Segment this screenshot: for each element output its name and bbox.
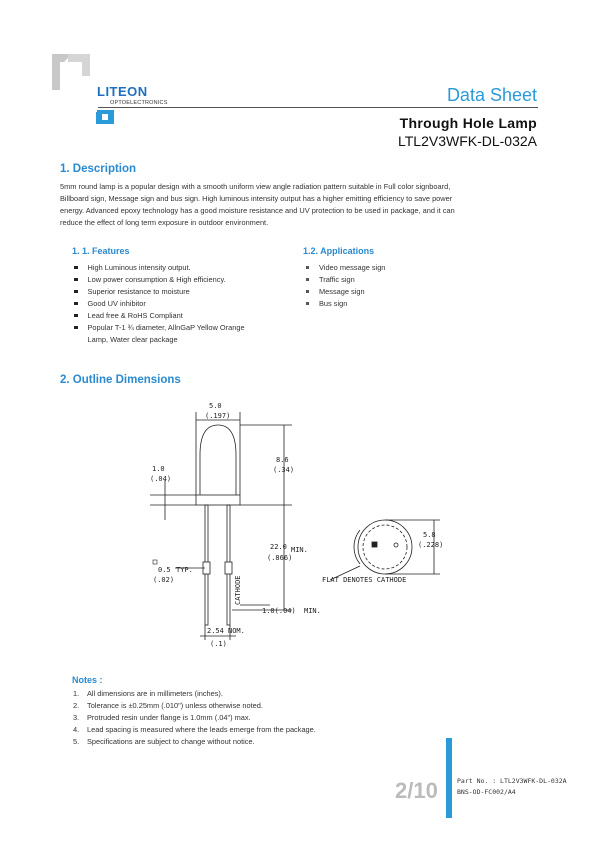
note-item: 2. Tolerance is ±0.25mm (.010") unless otherwise noted. — [73, 701, 263, 710]
description-heading: 1. Description — [60, 163, 137, 175]
dim-lead-in: (.866) — [267, 554, 293, 562]
dim-top-mm: 5.0 — [209, 402, 222, 410]
list-item: Traffic sign — [306, 274, 506, 286]
footer-form-no: BNS-OD-FC002/A4 — [457, 788, 516, 796]
dim-flange: 1.0(.04) — [262, 607, 296, 615]
list-item: Bus sign — [306, 298, 506, 310]
list-item: Lead free & RoHS Compliant — [74, 310, 284, 322]
dim-lead-mm: 22.0 — [270, 543, 287, 551]
dim-left-mm: 1.0 — [152, 465, 165, 473]
list-item: Low power consumption & High efficiency. — [74, 274, 284, 286]
cathode-label: CATHODE — [234, 575, 242, 605]
note-item: 1. All dimensions are in millimeters (inches). — [73, 689, 223, 698]
dim-pitch-nom: NOM. — [228, 627, 245, 635]
top-view-flat — [354, 530, 360, 564]
flat-cathode-note: FLAT DENOTES CATHODE — [322, 576, 407, 584]
list-item: Superior resistance to moisture — [74, 286, 284, 298]
description-line: 5mm round lamp is a popular design with a smooth uniform view angle radiation pattern suitable in Full color signboard, — [60, 182, 451, 191]
dim-sq-in: (.02) — [153, 576, 175, 584]
dim-sq-mm: 0.5 — [158, 566, 171, 574]
footer-accent-bar — [446, 738, 452, 818]
brand-name: LITEON — [97, 84, 148, 99]
dim-height-mm: 8.6 — [276, 456, 289, 464]
dim-pitch-mm: 2.54 — [207, 627, 224, 635]
page-number: 2/10 — [395, 778, 438, 803]
dim-top-in: (.197) — [205, 412, 231, 420]
dim-height-in: (.34) — [273, 466, 295, 474]
notes-heading: Notes : — [72, 675, 103, 685]
note-item: 4. Lead spacing is measured where the leads emerge from the package. — [73, 725, 316, 734]
dim-dia-mm: 5.8 — [423, 531, 436, 539]
list-item: Video message sign — [306, 262, 506, 274]
dim-left-in: (.04) — [150, 475, 172, 483]
dim-lead-min: MIN. — [291, 546, 308, 554]
notes-list — [73, 688, 453, 748]
footer-part-no: Part No. : LTL2V3WFK-DL-032A — [457, 777, 567, 785]
doc-type-title: Data Sheet — [446, 85, 537, 105]
description-line: energy. Advanced epoxy technology has a good moisture resistance and UV protection to be used in package, and it can — [60, 206, 455, 215]
note-item: 3. Protruded resin under flange is 1.0mm (.04") max. — [73, 713, 251, 722]
led-flange — [196, 495, 240, 505]
list-item-continuation: Lamp, Water clear package — [87, 335, 178, 344]
lead-right-marker — [225, 562, 232, 574]
applications-heading: 1.2. Applications — [303, 246, 375, 256]
led-dome-outline — [200, 425, 236, 495]
description-line: reduce the effect of long term exposure in outdoor environment. — [60, 218, 269, 227]
square-symbol-icon — [153, 560, 157, 564]
part-number: LTL2V3WFK-DL-032A — [397, 133, 537, 149]
list-item: Popular T-1 ¾ diameter, AllnGaP Yellow Orange — [74, 322, 284, 334]
note-item: 5. Specifications are subject to change without notice. — [73, 737, 255, 746]
dim-sq-typ: TYP. — [176, 566, 193, 574]
brand-subtitle: OPTOELECTRONICS — [110, 100, 168, 106]
outline-heading: 2. Outline Dimensions — [60, 374, 181, 386]
top-view-outer — [358, 520, 412, 574]
list-item: Good UV inhibitor — [74, 298, 284, 310]
list-item: High Luminous intensity output. — [74, 262, 284, 274]
description-line: Billboard sign, Message sign and bus sign. High luminous intensity output has a higher emitting efficiency to save power — [60, 194, 453, 203]
list-item: Message sign — [306, 286, 506, 298]
features-heading: 1. 1. Features — [72, 246, 130, 256]
dim-dia-in: (.228) — [418, 541, 444, 549]
dim-flange-min: MIN. — [304, 607, 321, 615]
product-line: Through Hole Lamp — [399, 115, 537, 131]
dim-pitch-in: (.1) — [210, 640, 227, 648]
